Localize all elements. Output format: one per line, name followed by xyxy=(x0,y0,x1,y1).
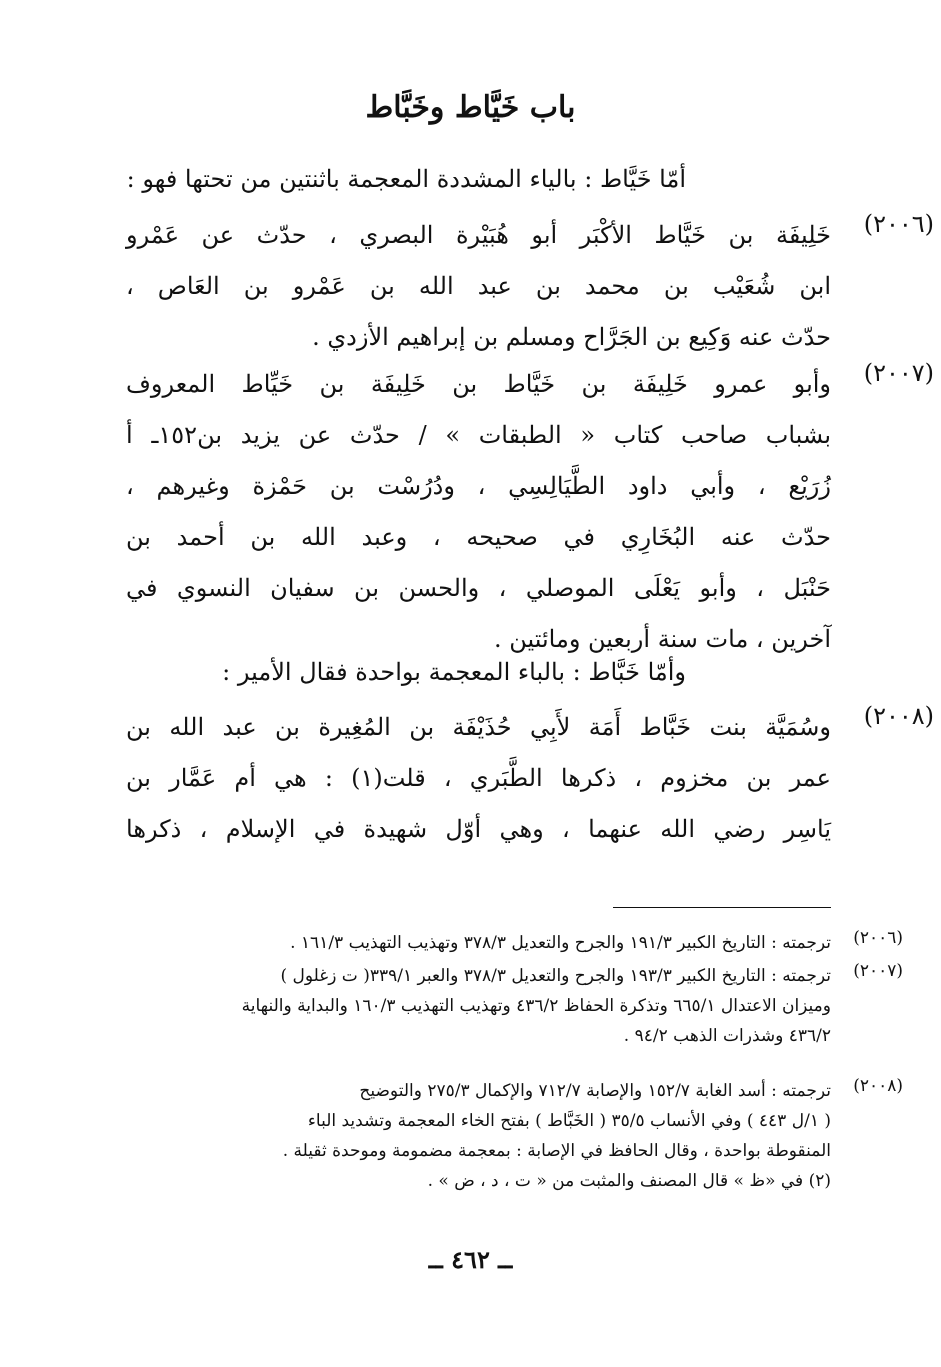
entry-number: (٢٠٠٧) xyxy=(863,359,934,387)
footnote-line: المنقوطة بواحدة ، وقال الحافظ في الإصابة : بمعجمة مضمومة وموحدة ثقيلة . xyxy=(282,1141,831,1161)
entry-line: حدّث عنه وَكِيع بن الجَرَّاح ومسلم بن إبراهيم الأزدي . xyxy=(312,323,831,351)
footnote-line: ترجمته : التاريخ الكبير ١٩١/٣ والجرح والتعديل ٣٧٨/٣ وتهذيب التهذيب ١٦١/٣ . xyxy=(290,933,831,953)
footnote-2006 xyxy=(126,928,903,958)
chapter-title: باب خَيَّاط وخَبَّاط xyxy=(365,90,576,125)
footnote-line: (٢) في «ظ » قال المصنف والمثبت من « ت ، د ، ض » . xyxy=(427,1171,831,1191)
footnote-line: ٤٣٦/٢ وشذرات الذهب ٩٤/٢ . xyxy=(623,1026,831,1046)
entry-line: حدّث عنه البُخَارِي في صحيحه ، وعبد الله بن أحمد بن xyxy=(126,523,831,551)
entry-line: وسُمَيَّة بنت خَبَّاط أَمَة لأَبِي حُذَيْفَة بن المُغِيرة بن عبد الله بن xyxy=(126,713,831,741)
entry-number: (٢٠٠٨) xyxy=(863,702,934,730)
entry-line: ابن شُعَيْب بن محمد بن عبد الله بن عَمْرو بن العَاص ، xyxy=(126,272,831,300)
page-number: ــ ٤٦٢ ــ xyxy=(428,1245,513,1274)
entry-line: حَنْبَل ، وأبو يَعْلَى الموصلي ، والحسن بن سفيان النسوي في xyxy=(126,574,831,602)
entry-line: وأبو عمرو خَلِيفَة بن خَيَّاط بن خَلِيفَة بن خَيِّاط المعروف xyxy=(126,370,831,398)
entry-line: آخرين ، مات سنة أربعين ومائتين . xyxy=(493,625,831,653)
footnote-line: ترجمته : أسد الغابة ١٥٢/٧ والإصابة ٧١٢/٧ والإكمال ٢٧٥/٣ والتوضيح xyxy=(359,1081,831,1101)
entry-number: (٢٠٠٦) xyxy=(863,210,934,238)
footnote-line: ( ١/ل ٤٤٣ ) وفي الأنساب ٣٥/٥ ( الخَبَّاط ) بفتح الخاء المعجمة وتشديد الباء xyxy=(307,1111,831,1131)
footnote-line: وميزان الاعتدال ٦٦٥/١ وتذكرة الحفاظ ٤٣٦/٢ وتهذيب التهذيب ١٦٠/٣ والبداية والنهاية xyxy=(241,996,831,1016)
footnote-2008 xyxy=(126,1076,903,1196)
footnote-number: (٢٠٠٧) xyxy=(853,961,903,981)
entry-line: زُرَيْع ، وأبي داود الطَّيَالِسِي ، ودُرُسْت بن حَمْزة وغيرهم ، xyxy=(126,472,831,500)
entry-2007 xyxy=(126,359,934,665)
footnote-line: ترجمته : التاريخ الكبير ١٩٣/٣ والجرح والتعديل ٣٧٨/٣ والعبر ٣٣٩/١( ت زغلول ) xyxy=(280,966,831,986)
entry-2008 xyxy=(126,702,934,855)
footnote-2007 xyxy=(126,961,903,1051)
intro-khabbat: وأمّا خَبَّاط : بالباء المعجمة بواحدة فقال الأمير : xyxy=(222,658,686,686)
entry-line: خَلِيفَة بن خَيَّاط الأكْبَر أبو هُبَيْرة البصري ، حدّث عن عَمْرو xyxy=(126,221,831,249)
entry-line: عمر بن مخزوم ، ذكرها الطَّبَري ، قلت(١) : هي أم عَمَّار بن xyxy=(126,764,832,792)
footnote-separator xyxy=(613,907,831,908)
intro-khayyat: أمّا خَيَّاط : بالياء المشددة المعجمة باثنتين من تحتها فهو : xyxy=(126,165,686,193)
footnote-number: (٢٠٠٦) xyxy=(853,928,903,948)
entry-line: بشباب صاحب كتاب « الطبقات » / حدّث عن يزيد بن١٥٢ـ أ xyxy=(126,421,832,449)
footnote-number: (٢٠٠٨) xyxy=(853,1076,903,1096)
entry-line: يَاسِر رضي الله عنهما ، وهي أوّل شهيدة في الإسلام ، ذكرها xyxy=(126,815,831,843)
entry-2006 xyxy=(126,210,934,363)
